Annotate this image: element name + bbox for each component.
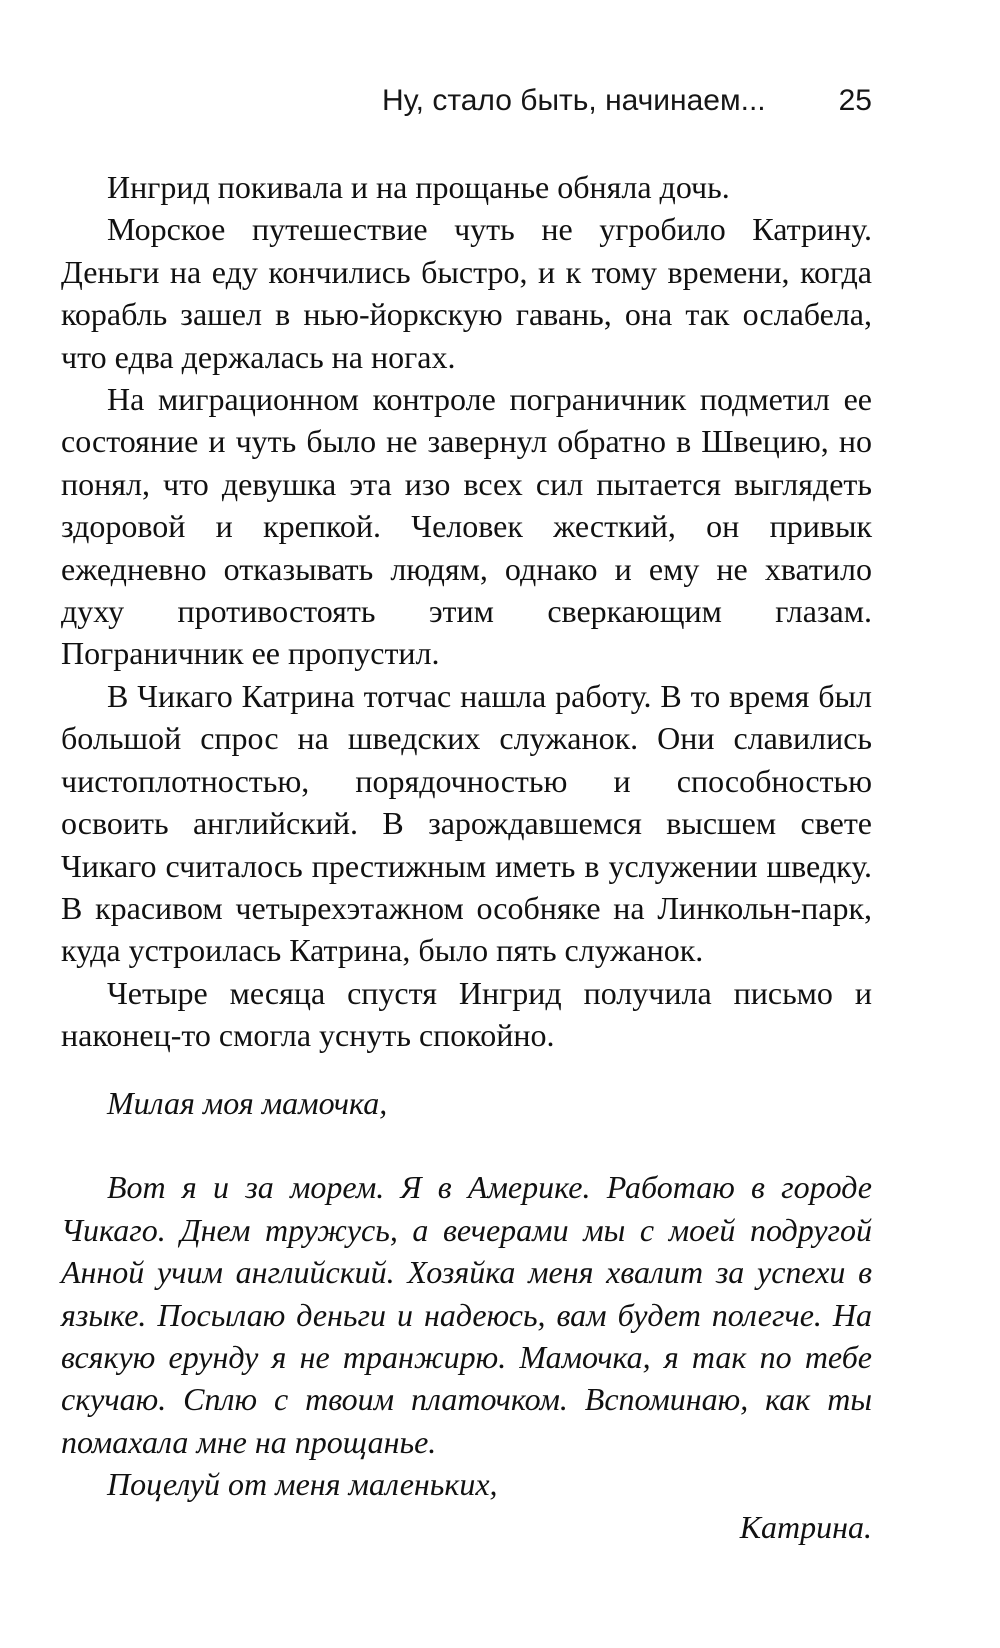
letter bbox=[61, 1082, 872, 1548]
page-number: 25 bbox=[838, 84, 872, 117]
body-text bbox=[61, 166, 872, 1057]
running-title: Ну, стало быть, начинаем... bbox=[382, 84, 766, 117]
paragraph: В Чикаго Катрина тотчас нашла работу. В то время был большой спрос на шведских служанок. Они славились чистоплотностью, порядочностью и способностью освоить английский. В зарождавшемся высшем свете Чикаго считалось престижным иметь в услужении шведку. В красивом четырехэтажном особняке на Линкольн-парк, куда устроилась Катрина, было пять служанок. bbox=[61, 677, 872, 969]
paragraph: Морское путешествие чуть не угробило Катрину. Деньги на еду кончились быстро, и к тому времени, когда корабль зашел в нью-йоркскую гавань, она так ослабела, что едва держалась на ногах. bbox=[61, 211, 872, 375]
letter-signature: Катрина. bbox=[739, 1508, 872, 1545]
letter-salutation: Милая моя мамочка, bbox=[107, 1085, 388, 1121]
letter-body: Вот я и за морем. Я в Америке. Работаю в городе Чикаго. Днем тружусь, а вечерами мы с моей подругой Анной учим английский. Хозяйка меня хвалит за успехи в языке. Посылаю деньги и надеюсь, вам будет полегче. На всякую ерунду я не транжирю. Мамочка, я так по тебе скучаю. Сплю с твоим платочком. Вспоминаю, как ты помахала мне на прощанье. bbox=[61, 1169, 872, 1460]
page-header bbox=[382, 84, 872, 134]
letter-closing: Поцелуй от меня маленьких, bbox=[107, 1466, 498, 1503]
paragraph: Ингрид покивала и на прощанье обняла дочь. bbox=[107, 169, 730, 205]
paragraph: Четыре месяца спустя Ингрид получила письмо и наконец-то смогла уснуть спокойно. bbox=[61, 974, 872, 1054]
paragraph: На миграционном контроле пограничник подметил ее состояние и чуть было не завернул обратно в Швецию, но понял, что девушка эта изо всех сил пытается выглядеть здоровой и крепкой. Человек жесткий, он привык ежедневно отказывать людям, однако и ему не хватило духу противостоять этим сверкающим глазам. Пограничник ее пропустил. bbox=[61, 381, 872, 672]
